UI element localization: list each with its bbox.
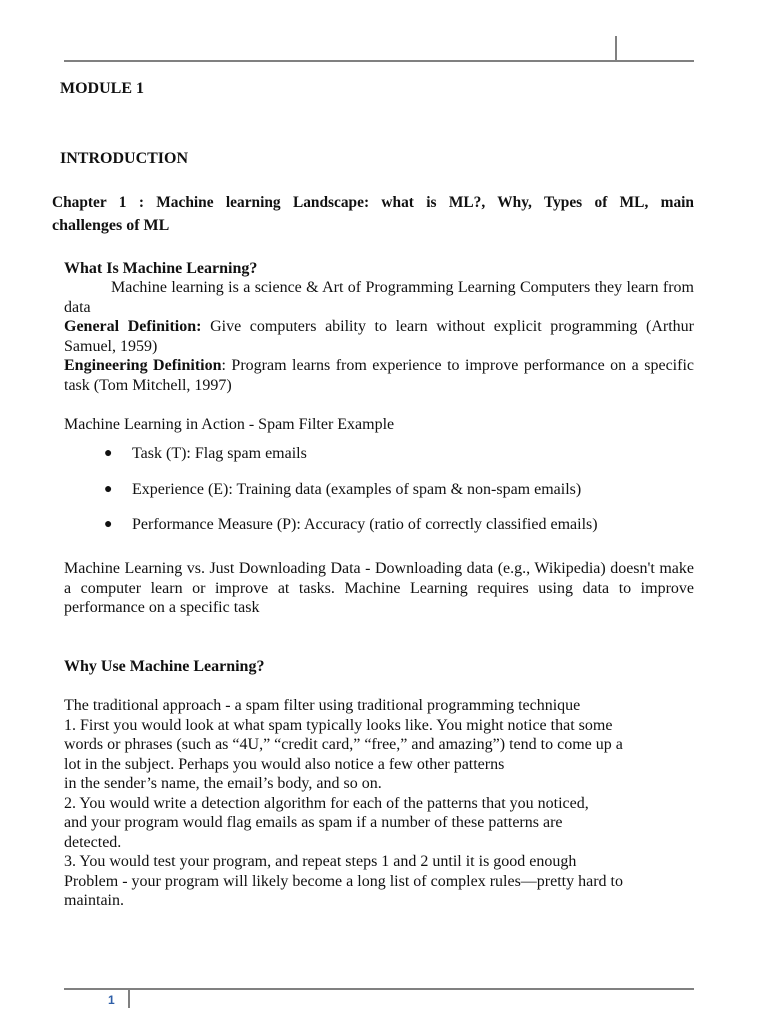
why-line: 1. First you would look at what spam typically looks like. You might notice that some [64,716,613,734]
module-heading: MODULE 1 [60,80,144,97]
why-line: words or phrases (such as “4U,” “credit card,” “free,” and amazing”) tend to come up a [64,736,623,753]
chapter-title-line2: challenges of ML [52,217,170,234]
engineering-definition-label: Engineering Definition [64,357,222,374]
why-line: Problem - your program will likely become a long list of complex rules—pretty hard to [64,872,623,890]
why-line: and your program would flag emails as spam if a number of these patterns are [64,814,563,831]
why-line: maintain. [64,892,124,909]
bullet-icon: ● [104,482,113,497]
why-line: lot in the subject. Perhaps you would also notice a few other patterns [64,755,505,773]
spam-example-title: Machine Learning in Action - Spam Filter Example [64,416,395,433]
why-line: detected. [64,833,122,851]
engineering-definition [64,356,694,395]
why-line: The traditional approach - a spam filter using traditional programming technique [64,697,581,714]
why-line: in the sender’s name, the email’s body, and so on. [64,775,382,792]
what-is-ml-intro [64,278,694,317]
ml-vs-downloading-paragraph: Machine Learning vs. Just Downloading Data - Downloading data (e.g., Wikipedia) doesn't make a computer learn or improve at tasks. Machine Learning requires using data to improve performance on a specific task [64,560,694,616]
why-line: 2. You would write a detection algorithm for each of the patterns that you noticed, [64,794,589,812]
bullet-text: Performance Measure (P): Accuracy (ratio of correctly classified emails) [132,516,598,533]
bullet-icon: ● [104,446,113,461]
chapter-title-line1: Chapter 1 : Machine learning Landscape: what is ML?, Why, Types of ML, main [52,194,694,211]
general-definition [64,317,694,356]
footer-rule [64,988,694,990]
engineering-definition-text: : Program learns from experience to improve performance on a specific task (Tom Mitchell, 1997) [64,357,694,394]
why-use-ml-heading: Why Use Machine Learning? [64,658,265,675]
bullet-text: Experience (E): Training data (examples of spam & non-spam emails) [132,481,582,498]
header-rule [64,60,694,62]
bullet-icon: ● [104,517,113,532]
what-is-ml-heading: What Is Machine Learning? [64,260,258,277]
bullet-text: Task (T): Flag spam emails [132,445,307,462]
footer-rule-tick [128,990,130,1008]
what-is-ml-intro-text: Machine learning is a science & Art of Programming Learning Computers they learn from data [64,279,694,316]
page-number: 1 [108,993,115,1007]
general-definition-label: General Definition: [64,318,202,335]
why-line: 3. You would test your program, and repeat steps 1 and 2 until it is good enough [64,853,577,870]
intro-heading: INTRODUCTION [60,150,189,167]
general-definition-text: Give computers ability to learn without explicit programming (Arthur Samuel, 1959) [64,318,694,355]
header-rule-tick [615,36,617,61]
